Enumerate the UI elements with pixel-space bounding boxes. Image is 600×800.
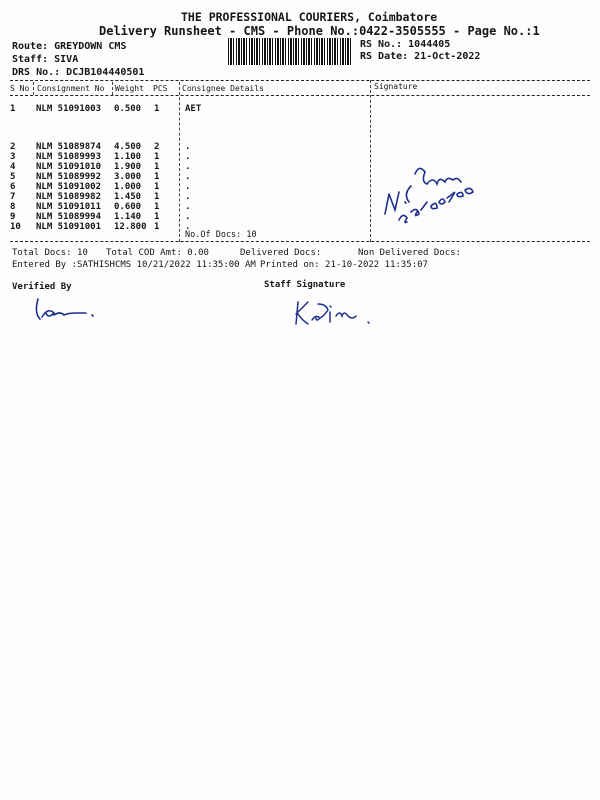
row-consignee: . xyxy=(185,202,191,212)
row-weight: 4.500 xyxy=(114,142,142,152)
staff-signature-label: Staff Signature xyxy=(264,280,346,290)
column-separator xyxy=(370,80,371,242)
column-header-sno: S No xyxy=(10,84,30,93)
table-top-divider xyxy=(10,80,590,81)
table-header-divider xyxy=(10,95,590,96)
verified-by-signature xyxy=(30,295,100,325)
drs-number: DRS No.: DCJB104440501 xyxy=(12,67,145,78)
row-sno: 4 xyxy=(10,162,16,172)
row-pcs: 2 xyxy=(154,142,160,152)
column-header-consignee: Consignee Details xyxy=(182,84,264,93)
row-consignee: . xyxy=(185,192,191,202)
non-delivered-docs: Non Delivered Docs: xyxy=(358,248,461,258)
staff-label: Staff: SIVA xyxy=(12,54,79,65)
row-sno: 3 xyxy=(10,152,16,162)
column-separator xyxy=(112,82,113,95)
row-pcs: 1 xyxy=(154,192,160,202)
printed-on: Printed on: 21-10-2022 11:35:07 xyxy=(260,260,428,270)
row-sno: 10 xyxy=(10,222,21,232)
column-separator xyxy=(179,82,180,242)
barcode-image xyxy=(228,38,352,65)
row-sno: 6 xyxy=(10,182,16,192)
total-docs: Total Docs: 10 xyxy=(12,248,88,258)
row-weight: 1.000 xyxy=(114,182,142,192)
row-weight: 0.600 xyxy=(114,202,142,212)
entered-by: Entered By :SATHISHCMS 10/21/2022 11:35:00 AM xyxy=(12,260,256,270)
column-header-pcs: PCS xyxy=(153,84,168,93)
delivered-docs: Delivered Docs: xyxy=(240,248,322,258)
no-of-docs: No.Of Docs: 10 xyxy=(185,230,257,240)
row-pcs: 1 xyxy=(154,162,160,172)
row-weight: 3.000 xyxy=(114,172,142,182)
row-consignee: . xyxy=(185,152,191,162)
row-consignment: NLM 51091002 xyxy=(36,182,102,192)
row-consignee: AET xyxy=(185,104,202,114)
row-consignee: . xyxy=(185,142,191,152)
row-pcs: 1 xyxy=(154,222,160,232)
row-consignment: NLM 51089874 xyxy=(36,142,102,152)
row-sno: 2 xyxy=(10,142,16,152)
column-header-weight: Weight xyxy=(115,84,144,93)
verified-by-label: Verified By xyxy=(12,282,72,292)
row-consignee: . xyxy=(185,222,191,232)
row-consignment: NLM 51091011 xyxy=(36,202,102,212)
row-consignment: NLM 51091003 xyxy=(36,104,102,114)
column-header-consignment: Consignment No xyxy=(37,84,105,93)
runsheet-title: Delivery Runsheet - CMS - Phone No.:0422-3505555 - Page No.:1 xyxy=(99,24,540,38)
row-weight: 0.500 xyxy=(114,104,142,114)
row-sno: 1 xyxy=(10,104,16,114)
row-sno: 5 xyxy=(10,172,16,182)
row-sno: 9 xyxy=(10,212,16,222)
column-header-signature: Signature xyxy=(374,82,418,91)
rs-date: RS Date: 21-Oct-2022 xyxy=(360,51,481,62)
route-label: Route: GREYDOWN CMS xyxy=(12,41,127,52)
row-consignee: . xyxy=(185,162,191,172)
row-consignee: . xyxy=(185,212,191,222)
row-weight: 12.800 xyxy=(114,222,147,232)
row-consignee: . xyxy=(185,172,191,182)
row-sno: 7 xyxy=(10,192,16,202)
row-weight: 1.140 xyxy=(114,212,142,222)
recipient-handwritten-signature xyxy=(375,150,505,230)
row-pcs: 1 xyxy=(154,212,160,222)
rs-number: RS No.: 1044405 xyxy=(360,39,451,50)
row-consignment: NLM 51089992 xyxy=(36,172,102,182)
total-cod-amount: Total COD Amt: 0.00 xyxy=(106,248,209,258)
row-pcs: 1 xyxy=(154,152,160,162)
row-consignee: . xyxy=(185,182,191,192)
row-pcs: 1 xyxy=(154,182,160,192)
company-title: THE PROFESSIONAL COURIERS, Coimbatore xyxy=(181,10,438,24)
row-pcs: 1 xyxy=(154,104,160,114)
row-consignment: NLM 51089982 xyxy=(36,192,102,202)
row-consignment: NLM 51089994 xyxy=(36,212,102,222)
row-weight: 1.900 xyxy=(114,162,142,172)
table-bottom-divider xyxy=(10,241,590,242)
row-pcs: 1 xyxy=(154,202,160,212)
staff-handwritten-signature xyxy=(290,298,380,330)
row-consignment: NLM 51091001 xyxy=(36,222,102,232)
row-pcs: 1 xyxy=(154,172,160,182)
column-separator xyxy=(33,82,34,95)
row-consignment: NLM 51089993 xyxy=(36,152,102,162)
row-consignment: NLM 51091010 xyxy=(36,162,102,172)
row-sno: 8 xyxy=(10,202,16,212)
row-weight: 1.100 xyxy=(114,152,142,162)
row-weight: 1.450 xyxy=(114,192,142,202)
